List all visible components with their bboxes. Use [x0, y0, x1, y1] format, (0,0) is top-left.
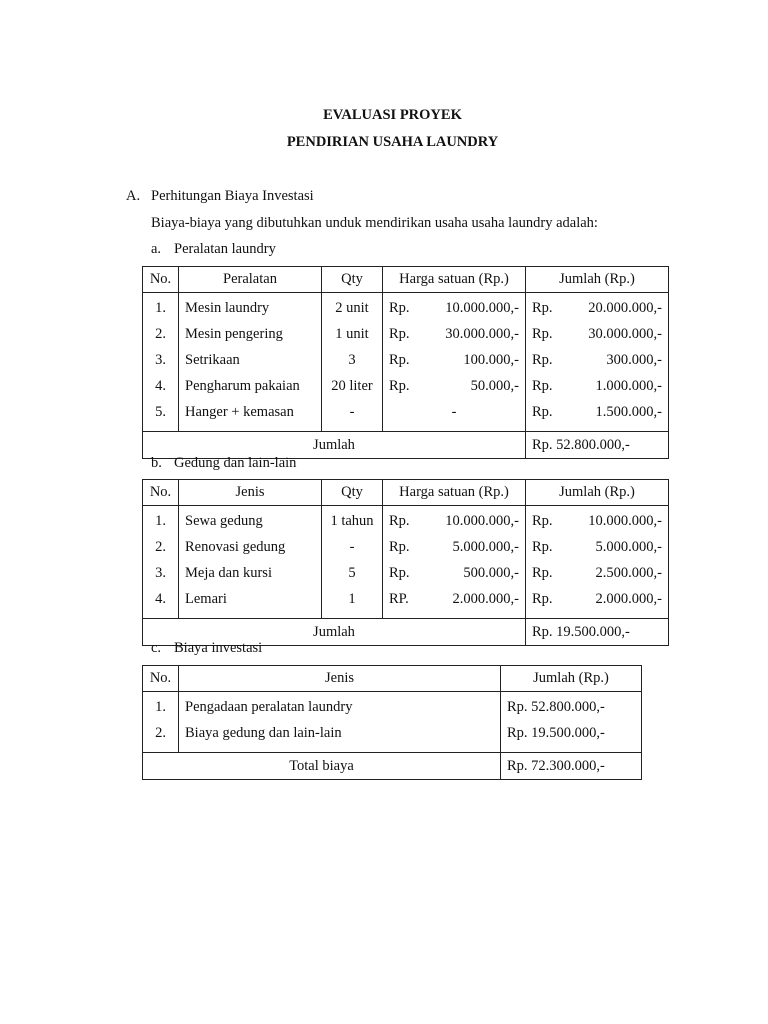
table-row	[143, 373, 669, 399]
row-total: Rp. 20.000.000,-	[526, 293, 669, 322]
row-no: 2.	[143, 534, 179, 560]
sub-c-label: Biaya investasi	[174, 640, 263, 656]
row-total: Rp. 2.500.000,-	[526, 560, 669, 586]
row-name: Lemari	[179, 586, 322, 619]
header-item: Jenis	[179, 480, 322, 506]
row-total: Rp. 1.000.000,-	[526, 373, 669, 399]
row-qty: 1 tahun	[322, 506, 383, 535]
sub-b-label: Gedung dan lain-lain	[174, 455, 297, 471]
row-total: Rp. 5.000.000,-	[526, 534, 669, 560]
row-name: Biaya gedung dan lain-lain	[179, 720, 501, 753]
table-row	[143, 692, 642, 721]
row-price: Rp. 100.000,-	[383, 347, 526, 373]
row-no: 4.	[143, 586, 179, 619]
row-name: Pengadaan peralatan laundry	[179, 692, 501, 721]
sum-label: Jumlah	[143, 432, 526, 459]
section-a-heading: Perhitungan Biaya Investasi	[151, 188, 314, 204]
row-no: 3.	[143, 347, 179, 373]
section-a-marker: A.	[126, 188, 141, 204]
header-item: Jenis	[179, 666, 501, 692]
sum-value: Rp. 52.800.000,-	[526, 432, 669, 459]
row-total: Rp. 19.500.000,-	[501, 720, 642, 753]
table-header-row	[143, 666, 642, 692]
section-a-intro: Biaya-biaya yang dibutuhkan unduk mendirikan usaha usaha laundry adalah:	[151, 215, 598, 231]
row-price: Rp. 500.000,-	[383, 560, 526, 586]
row-name: Meja dan kursi	[179, 560, 322, 586]
sum-value: Rp. 19.500.000,-	[526, 619, 669, 646]
header-no: No.	[143, 666, 179, 692]
row-no: 2.	[143, 321, 179, 347]
row-total: Rp. 1.500.000,-	[526, 399, 669, 432]
table-row	[143, 560, 669, 586]
row-name: Mesin pengering	[179, 321, 322, 347]
row-price: Rp. 30.000.000,-	[383, 321, 526, 347]
table-row	[143, 534, 669, 560]
table-peralatan	[142, 266, 669, 459]
document-title: EVALUASI PROYEK	[323, 107, 462, 123]
table-row	[143, 399, 669, 432]
row-qty: 5	[322, 560, 383, 586]
header-total: Jumlah (Rp.)	[501, 666, 642, 692]
row-name: Mesin laundry	[179, 293, 322, 322]
sum-value: Rp. 72.300.000,-	[501, 753, 642, 780]
row-no: 2.	[143, 720, 179, 753]
table-sum-row	[143, 753, 642, 780]
header-unit-price: Harga satuan (Rp.)	[383, 267, 526, 293]
row-total: Rp. 30.000.000,-	[526, 321, 669, 347]
row-name: Renovasi gedung	[179, 534, 322, 560]
header-total: Jumlah (Rp.)	[526, 267, 669, 293]
row-name: Pengharum pakaian	[179, 373, 322, 399]
row-no: 3.	[143, 560, 179, 586]
row-total: Rp. 300.000,-	[526, 347, 669, 373]
header-item: Peralatan	[179, 267, 322, 293]
row-total: Rp. 2.000.000,-	[526, 586, 669, 619]
table-row	[143, 347, 669, 373]
table-header-row	[143, 267, 669, 293]
row-name: Sewa gedung	[179, 506, 322, 535]
table-row	[143, 586, 669, 619]
row-price: Rp. 10.000.000,-	[383, 506, 526, 535]
row-no: 4.	[143, 373, 179, 399]
sum-label: Jumlah	[143, 619, 526, 646]
header-no: No.	[143, 267, 179, 293]
sub-a-label: Peralatan laundry	[174, 241, 276, 257]
sub-b-marker: b.	[151, 455, 162, 471]
row-no: 5.	[143, 399, 179, 432]
table-biaya-investasi	[142, 665, 642, 780]
row-total: Rp. 52.800.000,-	[501, 692, 642, 721]
row-price: Rp. 10.000.000,-	[383, 293, 526, 322]
row-price: RP. 2.000.000,-	[383, 586, 526, 619]
row-no: 1.	[143, 293, 179, 322]
row-qty: -	[322, 399, 383, 432]
row-total: Rp. 10.000.000,-	[526, 506, 669, 535]
row-no: 1.	[143, 506, 179, 535]
row-price: Rp. 5.000.000,-	[383, 534, 526, 560]
table-row	[143, 321, 669, 347]
row-qty: 20 liter	[322, 373, 383, 399]
document-subtitle: PENDIRIAN USAHA LAUNDRY	[286, 134, 499, 150]
row-qty: 2 unit	[322, 293, 383, 322]
table-row	[143, 506, 669, 535]
row-no: 1.	[143, 692, 179, 721]
row-price: -	[383, 399, 526, 432]
row-qty: -	[322, 534, 383, 560]
header-no: No.	[143, 480, 179, 506]
row-qty: 1	[322, 586, 383, 619]
sub-c-marker: c.	[151, 640, 162, 656]
header-qty: Qty	[322, 480, 383, 506]
table-gedung	[142, 479, 669, 646]
table-header-row	[143, 480, 669, 506]
row-name: Hanger + kemasan	[179, 399, 322, 432]
table-row	[143, 293, 669, 322]
row-price: Rp. 50.000,-	[383, 373, 526, 399]
row-qty: 1 unit	[322, 321, 383, 347]
table-row	[143, 720, 642, 753]
sum-label: Total biaya	[143, 753, 501, 780]
sub-a-marker: a.	[151, 241, 162, 257]
header-qty: Qty	[322, 267, 383, 293]
row-name: Setrikaan	[179, 347, 322, 373]
header-total: Jumlah (Rp.)	[526, 480, 669, 506]
row-qty: 3	[322, 347, 383, 373]
header-unit-price: Harga satuan (Rp.)	[383, 480, 526, 506]
